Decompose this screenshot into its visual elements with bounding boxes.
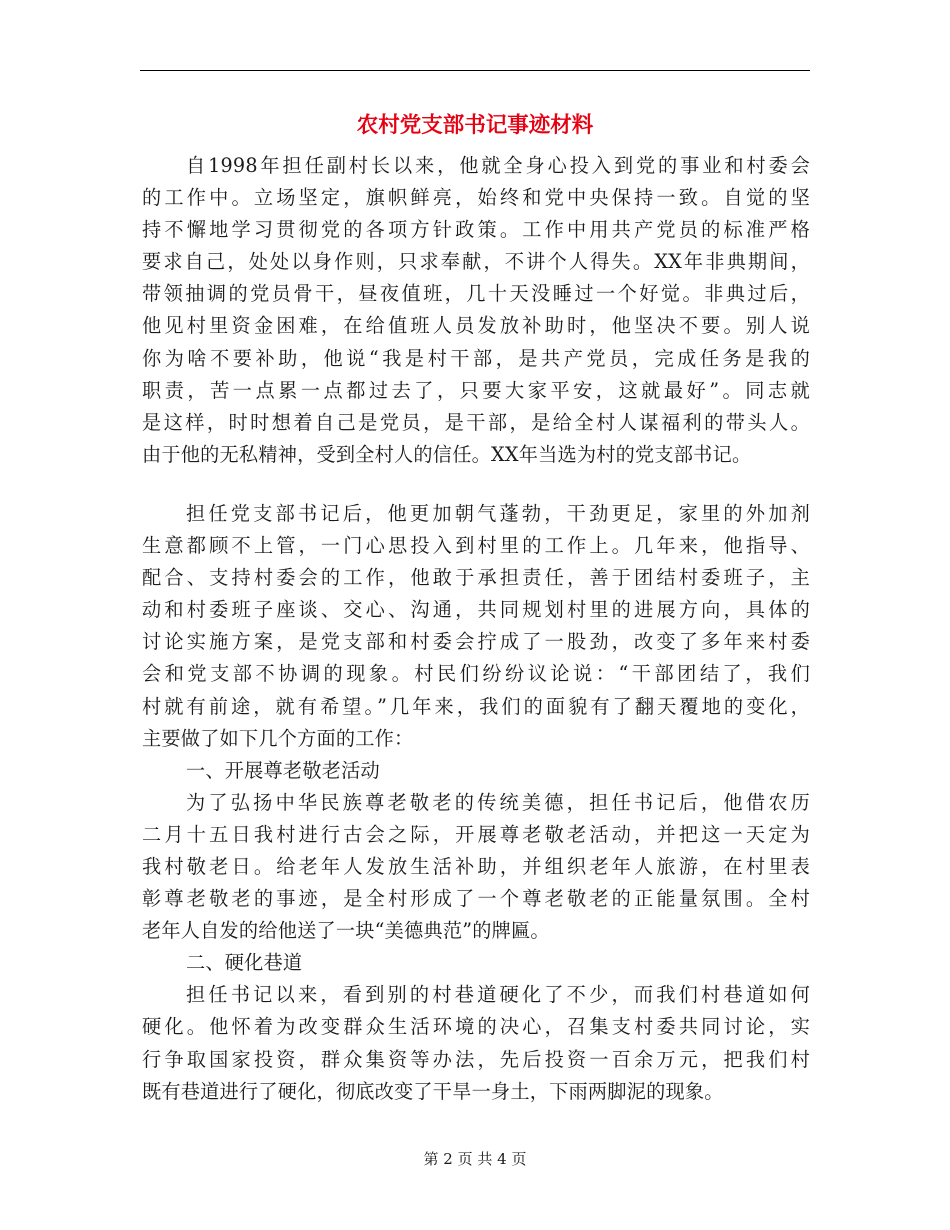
text-line: 老年人自发的给他送了一块“美德典范”的牌匾。 bbox=[142, 919, 550, 943]
text-line: 自1998年担任副村长以来，他就全身心投入到党的事业和村委会 bbox=[186, 154, 810, 177]
document-title: 农村党支部书记事迹材料 bbox=[356, 113, 594, 138]
text-line: 行争取国家投资，群众集资等办法，先后投资一百余万元，把我们村 bbox=[142, 1047, 810, 1071]
text-line: 既有巷道进行了硬化，彻底改变了干旱一身土，下雨两脚泥的现象。 bbox=[142, 1079, 724, 1103]
text-line: 职责，苦一点累一点都过去了，只要大家平安，这就最好”。同志就 bbox=[142, 378, 810, 402]
paragraph-1 bbox=[142, 150, 810, 471]
text-line: 的工作中。立场坚定，旗帜鲜亮，始终和党中央保持一致。自觉的坚 bbox=[142, 186, 810, 210]
text-line: 我村敬老日。给老年人发放生活补助，并组织老年人旅游，在村里表 bbox=[142, 854, 810, 878]
text-line: 配合、支持村委会的工作，他敢于承担责任，善于团结村委班子，主 bbox=[142, 566, 810, 590]
text-line: 二月十五日我村进行古会之际，开展尊老敬老活动，并把这一天定为 bbox=[142, 822, 810, 846]
text-line: 是这样，时时想着自己是党员，是干部，是给全村人谋福利的带头人。 bbox=[142, 410, 810, 434]
text-line: 彰尊老敬老的事迹，是全村形成了一个尊老敬老的正能量氛围。全村 bbox=[142, 887, 810, 911]
text-line: 生意都顾不上管，一门心思投入到村里的工作上。几年来，他指导、 bbox=[142, 534, 810, 558]
text-line: 会和党支部不协调的现象。村民们纷纷议论说：“干部团结了，我们 bbox=[142, 662, 810, 686]
section-heading-1 bbox=[142, 755, 810, 787]
text-line: 硬化。他怀着为改变群众生活环境的决心，召集支村委共同讨论，实 bbox=[142, 1015, 810, 1039]
text-line: 由于他的无私精神，受到全村人的信任。XX年当选为村的党支部书记。 bbox=[142, 442, 752, 466]
text-line: 讨论实施方案，是党支部和村委会拧成了一股劲，改变了多年来村委 bbox=[142, 630, 810, 654]
text-line: 为了弘扬中华民族尊老敬老的传统美德，担任书记后，他借农历 bbox=[186, 790, 810, 814]
text-line: 动和村委班子座谈、交心、沟通，共同规划村里的进展方向，具体的 bbox=[142, 598, 810, 622]
section-heading: 二、硬化巷道 bbox=[186, 951, 303, 975]
paragraph-3 bbox=[142, 787, 810, 947]
text-line: 你为啥不要补助，他说“我是村干部，是共产党员，完成任务是我的 bbox=[142, 346, 810, 370]
paragraph-4 bbox=[142, 979, 810, 1107]
paragraph-gap bbox=[142, 471, 810, 498]
section-heading-2 bbox=[142, 947, 810, 979]
text-line: 担任党支部书记后，他更加朝气蓬勃，干劲更足，家里的外加剂 bbox=[186, 501, 810, 525]
text-line: 他见村里资金困难，在给值班人员发放补助时，他坚决不要。别人说 bbox=[142, 314, 810, 338]
document-body bbox=[142, 150, 810, 1108]
text-line: 担任书记以来，看到别的村巷道硬化了不少，而我们村巷道如何 bbox=[186, 983, 810, 1007]
text-line: 主要做了如下几个方面的工作： bbox=[142, 726, 414, 750]
paragraph-2 bbox=[142, 498, 810, 755]
text-line: 带领抽调的党员骨干，昼夜值班，几十天没睡过一个好觉。非典过后， bbox=[142, 282, 810, 306]
header-rule bbox=[140, 70, 810, 71]
text-line: 村就有前途，就有希望。”几年来，我们的面貌有了翻天覆地的变化， bbox=[142, 694, 810, 718]
text-line: 要求自己，处处以身作则，只求奉献，不讲个人得失。XX年非典期间， bbox=[142, 250, 810, 274]
text-line: 持不懈地学习贯彻党的各项方针政策。工作中用共产党员的标准严格 bbox=[142, 218, 810, 242]
page-footer: 第 2 页 共 4 页 bbox=[423, 1150, 527, 1168]
section-heading: 一、开展尊老敬老活动 bbox=[186, 758, 380, 782]
